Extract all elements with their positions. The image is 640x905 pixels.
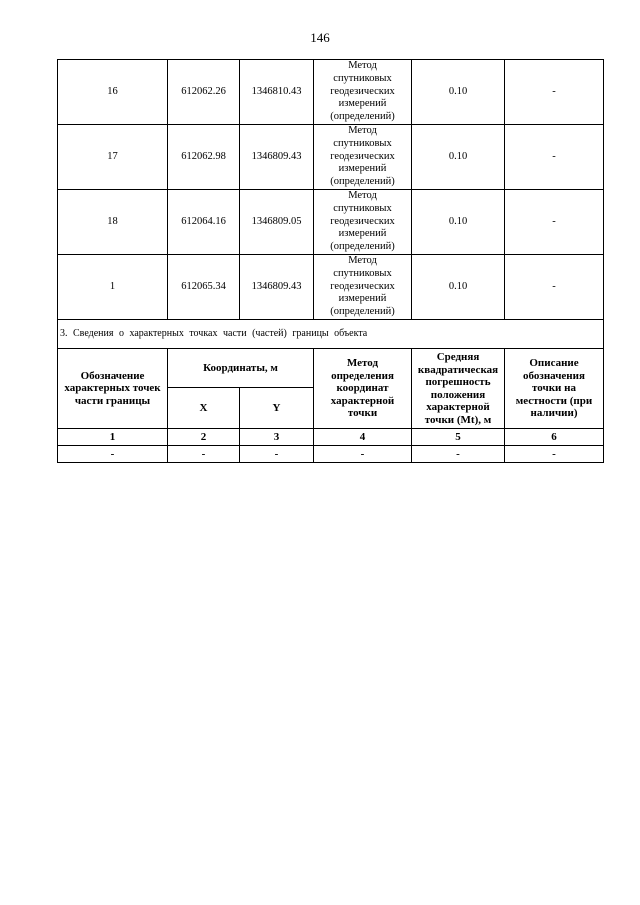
- accuracy-cell: 0.10: [412, 255, 505, 320]
- description-header: Описание обозначения точки на местности (при наличии): [505, 349, 604, 429]
- column-number-row: [58, 429, 604, 446]
- empty-cell: -: [58, 446, 168, 463]
- method-cell: Метод спутниковых геодезических измерений (определений): [314, 60, 412, 125]
- description-cell: -: [505, 60, 604, 125]
- accuracy-cell: 0.10: [412, 60, 505, 125]
- method-cell: Метод спутниковых геодезических измерений (определений): [314, 190, 412, 255]
- description-cell: -: [505, 190, 604, 255]
- column-number: 1: [58, 429, 168, 446]
- x-header: X: [168, 388, 240, 429]
- y-header: Y: [240, 388, 314, 429]
- accuracy-header: Средняя квадратическая погрешность положения характерной точки (Mt), м: [412, 349, 505, 429]
- x-coordinate-cell: 612065.34: [168, 255, 240, 320]
- point-id-cell: 18: [58, 190, 168, 255]
- point-id-cell: 17: [58, 125, 168, 190]
- empty-cell: -: [240, 446, 314, 463]
- designation-header: Обозначение характерных точек части границы: [58, 349, 168, 429]
- point-id-cell: 1: [58, 255, 168, 320]
- x-coordinate-cell: 612062.26: [168, 60, 240, 125]
- table-row: [58, 446, 604, 463]
- x-coordinate-cell: 612064.16: [168, 190, 240, 255]
- section-title: 3. Сведения о характерных точках части (частей) границы объекта: [58, 320, 604, 349]
- accuracy-cell: 0.10: [412, 190, 505, 255]
- y-coordinate-cell: 1346810.43: [240, 60, 314, 125]
- y-coordinate-cell: 1346809.43: [240, 125, 314, 190]
- column-number: 4: [314, 429, 412, 446]
- method-header: Метод определения координат характерной точки: [314, 349, 412, 429]
- header-row: [58, 349, 604, 388]
- column-number: 6: [505, 429, 604, 446]
- empty-cell: -: [505, 446, 604, 463]
- table-row: [58, 125, 604, 190]
- section-title-row: [58, 320, 604, 349]
- table-row: [58, 255, 604, 320]
- coordinates-table: [57, 59, 604, 463]
- y-coordinate-cell: 1346809.43: [240, 255, 314, 320]
- description-cell: -: [505, 125, 604, 190]
- column-number: 2: [168, 429, 240, 446]
- empty-cell: -: [412, 446, 505, 463]
- x-coordinate-cell: 612062.98: [168, 125, 240, 190]
- method-cell: Метод спутниковых геодезических измерений (определений): [314, 255, 412, 320]
- empty-cell: -: [314, 446, 412, 463]
- table-row: [58, 190, 604, 255]
- column-number: 5: [412, 429, 505, 446]
- empty-cell: -: [168, 446, 240, 463]
- description-cell: -: [505, 255, 604, 320]
- accuracy-cell: 0.10: [412, 125, 505, 190]
- coordinates-header: Координаты, м: [168, 349, 314, 388]
- method-cell: Метод спутниковых геодезических измерений (определений): [314, 125, 412, 190]
- y-coordinate-cell: 1346809.05: [240, 190, 314, 255]
- table-row: [58, 60, 604, 125]
- point-id-cell: 16: [58, 60, 168, 125]
- page-number: 146: [310, 30, 330, 45]
- column-number: 3: [240, 429, 314, 446]
